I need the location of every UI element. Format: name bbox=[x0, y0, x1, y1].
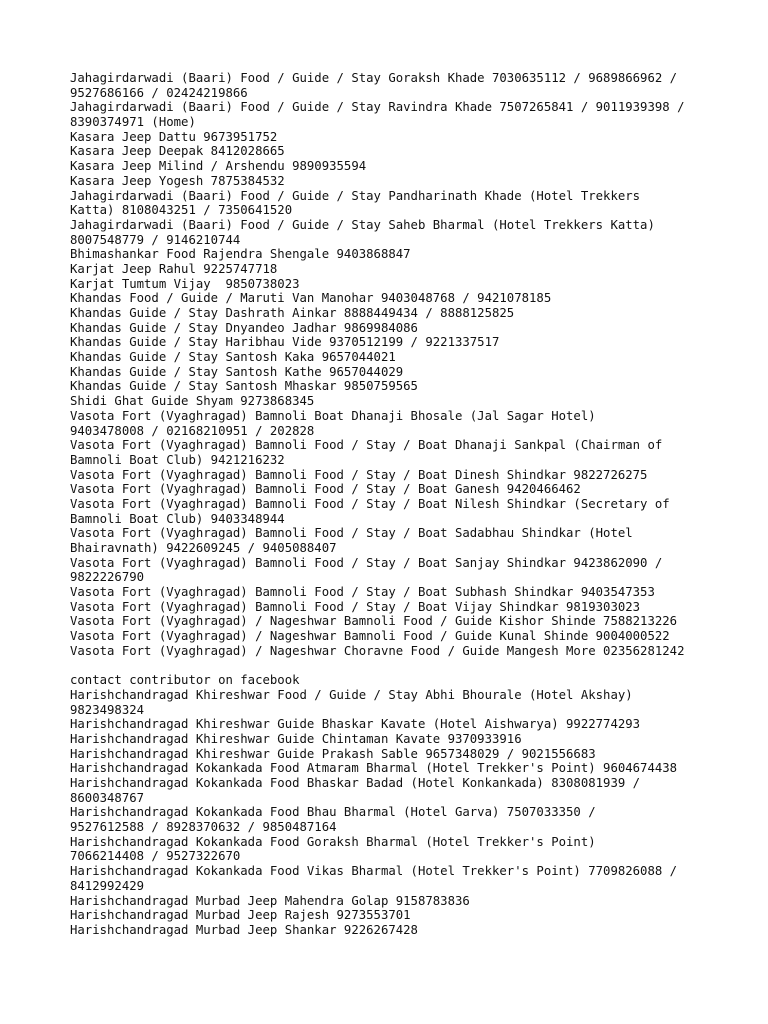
text-line: Harishchandragad Kokankada Food Bhaskar Badad (Hotel Konkankada) 8308081939 / bbox=[70, 776, 641, 790]
contact-list-block bbox=[70, 71, 710, 659]
text-line: Harishchandragad Khireshwar Guide Chintaman Kavate 9370933916 bbox=[70, 731, 522, 746]
text-line: 7066214408 / 9527322670 bbox=[70, 849, 241, 864]
text-line: Harishchandragad Kokankada Food Atmaram Bharmal (Hotel Trekker's Point) 9604674438 bbox=[70, 761, 678, 776]
text-line: 8390374971 (Home) bbox=[70, 115, 196, 130]
text-line: Harishchandragad Murbad Jeep Shankar 9226267428 bbox=[70, 922, 418, 937]
text-line: Khandas Guide / Stay Dnyandeo Jadhar 9869984086 bbox=[70, 320, 418, 335]
text-line: Katta) 8108043251 / 7350641520 bbox=[70, 203, 293, 218]
text-line: Karjat Tumtum Vijay 9850738023 bbox=[70, 276, 300, 291]
text-line: Harishchandragad Khireshwar Food / Guide / Stay Abhi Bhourale (Hotel Akshay) bbox=[70, 687, 633, 702]
document-page bbox=[70, 71, 710, 938]
text-line: Bhimashankar Food Rajendra Shengale 9403868847 bbox=[70, 247, 411, 262]
text-line: Harishchandragad Murbad Jeep Mahendra Golap 9158783836 bbox=[70, 893, 470, 908]
text-line: Jahagirdarwadi (Baari) Food / Guide / Stay Ravindra Khade 7507265841 / 9011939398 / bbox=[70, 100, 685, 115]
text-line: Vasota Fort (Vyaghragad) Bamnoli Boat Dhanaji Bhosale (Jal Sagar Hotel) bbox=[70, 408, 596, 423]
text-line: Khandas Food / Guide / Maruti Van Manohar 9403048768 / 9421078185 bbox=[70, 291, 552, 306]
text-line: Vasota Fort (Vyaghragad) / Nageshwar Bamnoli Food / Guide Kunal Shinde 9004000522 bbox=[70, 629, 670, 644]
text-line: Vasota Fort (Vyaghragad) Bamnoli Food / Stay / Boat Sanjay Shindkar 9423862090 / bbox=[70, 555, 663, 570]
text-line: Kasara Jeep Milind / Arshendu 9890935594 bbox=[70, 159, 367, 174]
text-line: Bamnoli Boat Club) 9403348944 bbox=[70, 511, 285, 526]
text-line: Vasota Fort (Vyaghragad) Bamnoli Food / Stay / Boat Sadabhau Shindkar (Hotel bbox=[70, 526, 633, 541]
text-line: Bamnoli Boat Club) 9421216232 bbox=[70, 452, 285, 467]
contact-list-block-facebook bbox=[70, 673, 710, 937]
text-line: 9822226790 bbox=[70, 570, 145, 585]
text-line: Harishchandragad Khireshwar Guide Bhaskar Kavate (Hotel Aishwarya) 9922774293 bbox=[70, 717, 641, 732]
text-line: Vasota Fort (Vyaghragad) Bamnoli Food / Stay / Boat Dhanaji Sankpal (Chairman of bbox=[70, 438, 663, 453]
text-line: Kasara Jeep Deepak 8412028665 bbox=[70, 144, 285, 159]
text-line: Bhairavnath) 9422609245 / 9405088407 bbox=[70, 541, 337, 555]
text-line: Khandas Guide / Stay Santosh Kaka 9657044021 bbox=[70, 350, 396, 365]
paragraph-gap bbox=[70, 659, 710, 674]
text-line: Jahagirdarwadi (Baari) Food / Guide / Stay Pandharinath Khade (Hotel Trekkers bbox=[70, 188, 641, 203]
text-line: Khandas Guide / Stay Santosh Kathe 9657044029 bbox=[70, 364, 404, 379]
text-line: Vasota Fort (Vyaghragad) / Nageshwar Choravne Food / Guide Mangesh More 02356281242 bbox=[70, 643, 685, 658]
text-line: Harishchandragad Murbad Jeep Rajesh 9273553701 bbox=[70, 908, 411, 923]
text-line: Khandas Guide / Stay Haribhau Vide 9370512199 / 9221337517 bbox=[70, 335, 500, 350]
text-line: 9527612588 / 8928370632 / 9850487164 bbox=[70, 820, 337, 835]
text-line: 9823498324 bbox=[70, 702, 145, 717]
text-line: 9403478008 / 02168210951 / 202828 bbox=[70, 423, 315, 438]
text-line: Harishchandragad Kokankada Food Goraksh Bharmal (Hotel Trekker's Point) bbox=[70, 834, 596, 849]
text-line: Harishchandragad Khireshwar Guide Prakash Sable 9657348029 / 9021556683 bbox=[70, 746, 596, 761]
text-line: Vasota Fort (Vyaghragad) Bamnoli Food / Stay / Boat Ganesh 9420466462 bbox=[70, 482, 581, 497]
text-line: Shidi Ghat Guide Shyam 9273868345 bbox=[70, 394, 315, 409]
text-line: Khandas Guide / Stay Dashrath Ainkar 8888449434 / 8888125825 bbox=[70, 306, 515, 320]
text-line: Jahagirdarwadi (Baari) Food / Guide / Stay Goraksh Khade 7030635112 / 9689866962 / bbox=[70, 71, 678, 85]
text-line: 8007548779 / 9146210744 bbox=[70, 232, 241, 247]
text-line: contact contributor on facebook bbox=[70, 673, 300, 688]
text-line: Khandas Guide / Stay Santosh Mhaskar 9850759565 bbox=[70, 379, 418, 394]
text-line: 8412992429 bbox=[70, 878, 145, 893]
text-line: Karjat Jeep Rahul 9225747718 bbox=[70, 261, 278, 276]
text-line: 9527686166 / 02424219866 bbox=[70, 85, 248, 100]
text-line: Kasara Jeep Yogesh 7875384532 bbox=[70, 173, 285, 188]
text-line: Vasota Fort (Vyaghragad) Bamnoli Food / Stay / Boat Nilesh Shindkar (Secretary of bbox=[70, 496, 670, 511]
text-line: Kasara Jeep Dattu 9673951752 bbox=[70, 129, 278, 144]
text-line: Vasota Fort (Vyaghragad) / Nageshwar Bamnoli Food / Guide Kishor Shinde 7588213226 bbox=[70, 614, 678, 629]
text-line: Harishchandragad Kokankada Food Vikas Bharmal (Hotel Trekker's Point) 7709826088 / bbox=[70, 864, 678, 879]
text-line: Vasota Fort (Vyaghragad) Bamnoli Food / Stay / Boat Subhash Shindkar 9403547353 bbox=[70, 585, 655, 600]
text-line: Jahagirdarwadi (Baari) Food / Guide / Stay Saheb Bharmal (Hotel Trekkers Katta) bbox=[70, 217, 655, 232]
text-line: 8600348767 bbox=[70, 790, 145, 805]
text-line: Vasota Fort (Vyaghragad) Bamnoli Food / Stay / Boat Dinesh Shindkar 9822726275 bbox=[70, 467, 648, 482]
text-line: Vasota Fort (Vyaghragad) Bamnoli Food / Stay / Boat Vijay Shindkar 9819303023 bbox=[70, 599, 641, 614]
text-line: Harishchandragad Kokankada Food Bhau Bharmal (Hotel Garva) 7507033350 / bbox=[70, 805, 596, 820]
